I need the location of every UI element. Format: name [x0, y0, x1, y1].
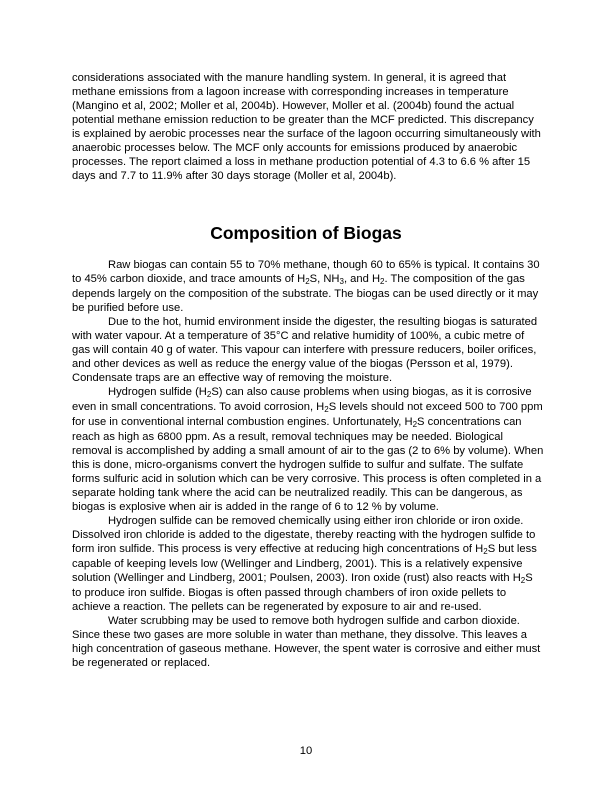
- text-run: Hydrogen sulfide (H: [108, 386, 207, 398]
- text-run: S to produce iron sulfide. Biogas is often passed through chambers of iron oxide pellets to achieve a reaction. The pellets can be regenerated by exposure to air and re-used.: [72, 572, 533, 613]
- subscript: 2: [305, 277, 310, 286]
- intro-paragraph: considerations associated with the manure handling system. In general, it is agreed that methane emissions from a lagoon increase with corresponding increases in temperature (Mangino et al, 2002; Moller et al, 2004b). However, Moller et al. (2004b) found the actual potential methane emission reduction to be greater than the MCF predicted. This discrepancy is explained by aerobic processes near the surface of the lagoon occurring simultaneously with anaerobic processes below. The MCF only accounts for emissions produced by anaerobic processes. The report claimed a loss in methane production potential of 4.3 to 6.6 % after 15 days and 7.7 to 11.9% after 30 days storage (Moller et al, 2004b).: [72, 72, 541, 182]
- paragraph-raw-biogas: [72, 258, 544, 315]
- text-run: S concentrations can reach as high as 6800 ppm. As a result, removal techniques may be needed. Biological removal is accomplished by adding a small amount of air to the gas (2 to 6% by volume). When this is done, micro-organisms convert the hydrogen sulfide to sulfur and sulfate. The sulfate forms sulfuric acid in solution which can be very corrosive. This process is often completed in a separate holding tank where the acid can be neutralized readily. This can be dangerous, as biogas is explosive when air is added in the range of 6 to 12 % by volume.: [72, 416, 544, 513]
- subscript: 2: [380, 277, 385, 286]
- subscript: 3: [339, 277, 344, 286]
- text-run: Hydrogen sulfide can be removed chemically using either iron chloride or iron oxide. Dissolved iron chloride is added to the digestate, thereby reacting with the hydrogen sulfide to form iron sulfide. This process is very effective at reducing high concentrations of H: [72, 515, 536, 555]
- text-run: S but less capable of keeping levels low (Wellinger and Lindberg, 2001). This is a relatively expensive solution (Wellinger and Lindberg, 2001; Poulsen, 2003). Iron oxide (rust) also reacts with H: [72, 543, 537, 584]
- text-run: Raw biogas can contain 55 to 70% methane, though 60 to 65% is typical. It contains 30 to 45% carbon dioxide, and trace amounts of H: [72, 259, 540, 285]
- subscript: 2: [324, 405, 329, 414]
- text-run: S) can also cause problems when using biogas, as it is corrosive even in small concentrations. To avoid corrosion, H: [72, 386, 532, 413]
- text-run: S, NH: [309, 273, 340, 285]
- page-number: 10: [299, 745, 313, 757]
- subscript: 2: [206, 390, 212, 399]
- paragraph-hydrogen-sulfide: [72, 385, 544, 514]
- subscript: 2: [483, 547, 488, 556]
- section-title: Composition of Biogas: [210, 223, 402, 243]
- text-run: S levels should not exceed 500 to 700 ppm for use in conventional internal combustion engines. Unfortunately, H: [72, 401, 543, 428]
- subscript: 2: [520, 576, 526, 585]
- paragraph-water-vapour: Due to the hot, humid environment inside the digester, the resulting biogas is saturated with water vapour. At a temperature of 35°C and relative humidity of 100%, a cubic metre of gas will contain 40 g of water. This vapour can interfere with pressure reducers, boiler orifices, and other devices as well as reduce the energy value of the biogas (Persson et al, 1979). Condensate traps are an effective way of removing the moisture.: [72, 316, 538, 384]
- paragraph-water-scrubbing: Water scrubbing may be used to remove both hydrogen sulfide and carbon dioxide. Since these two gases are more soluble in water than methane, they dissolve. This leaves a high concentration of gaseous methane. However, the spent water is corrosive and either must be regenerated or replaced.: [72, 615, 541, 669]
- text-run: , and H: [343, 273, 381, 285]
- paragraph-chemical-removal: [72, 514, 544, 614]
- text-run: . The composition of the gas depends largely on the composition of the substrate. The biogas can be used directly or it may be purified before use.: [72, 273, 539, 314]
- subscript: 2: [412, 420, 418, 429]
- section-body: [72, 258, 544, 670]
